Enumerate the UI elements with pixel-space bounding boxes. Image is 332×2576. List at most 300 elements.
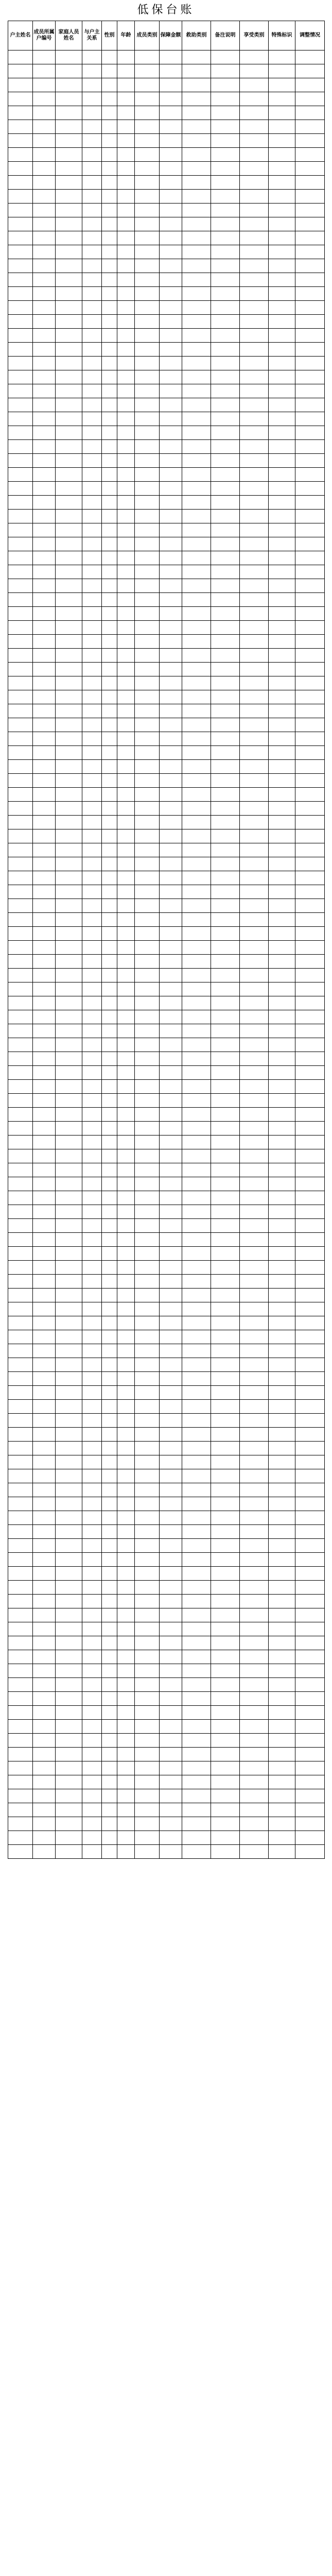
table-row xyxy=(8,190,325,204)
table-cell xyxy=(102,1414,117,1428)
table-cell xyxy=(240,1803,269,1817)
table-cell xyxy=(269,607,295,621)
table-cell xyxy=(33,1066,56,1080)
table-cell xyxy=(56,1344,82,1358)
table-cell xyxy=(117,1275,135,1289)
table-cell xyxy=(135,746,160,760)
table-cell xyxy=(117,273,135,287)
table-cell xyxy=(135,1775,160,1789)
table-cell xyxy=(240,1400,269,1414)
table-cell xyxy=(295,788,325,802)
table-cell xyxy=(102,1664,117,1678)
table-cell xyxy=(295,1136,325,1149)
table-cell xyxy=(102,537,117,551)
table-cell xyxy=(56,871,82,885)
table-cell xyxy=(82,496,102,510)
table-cell xyxy=(102,1233,117,1247)
table-cell xyxy=(211,1428,240,1442)
table-cell xyxy=(211,496,240,510)
table-cell xyxy=(182,969,211,982)
table-cell xyxy=(117,1094,135,1108)
table-cell xyxy=(82,1706,102,1720)
table-cell xyxy=(182,927,211,941)
table-cell xyxy=(135,78,160,92)
table-cell xyxy=(135,329,160,343)
table-cell xyxy=(295,1817,325,1831)
table-cell xyxy=(82,106,102,120)
table-cell xyxy=(135,398,160,412)
table-cell xyxy=(102,955,117,969)
table-cell xyxy=(82,1400,102,1414)
table-cell xyxy=(211,1469,240,1483)
table-cell xyxy=(56,1831,82,1845)
table-cell xyxy=(56,204,82,217)
table-cell xyxy=(82,1163,102,1177)
table-cell xyxy=(295,78,325,92)
table-cell xyxy=(269,1428,295,1442)
table-cell xyxy=(295,398,325,412)
table-cell xyxy=(117,774,135,788)
table-cell xyxy=(269,357,295,370)
table-cell xyxy=(211,1608,240,1622)
table-row xyxy=(8,1483,325,1497)
table-cell xyxy=(182,1775,211,1789)
table-cell xyxy=(269,565,295,579)
table-cell xyxy=(82,1664,102,1678)
table-cell xyxy=(8,1205,33,1219)
table-row xyxy=(8,774,325,788)
table-cell xyxy=(33,1831,56,1845)
table-cell xyxy=(295,1066,325,1080)
table-cell xyxy=(56,329,82,343)
table-cell xyxy=(102,690,117,704)
table-cell xyxy=(56,468,82,482)
table-cell xyxy=(117,829,135,843)
table-cell xyxy=(182,412,211,426)
table-cell xyxy=(56,1428,82,1442)
table-cell xyxy=(102,1108,117,1122)
table-cell xyxy=(240,593,269,607)
table-cell xyxy=(269,1442,295,1455)
table-cell xyxy=(240,774,269,788)
table-row xyxy=(8,704,325,718)
table-cell xyxy=(102,774,117,788)
table-cell xyxy=(33,496,56,510)
table-cell xyxy=(182,1344,211,1358)
table-cell xyxy=(160,1608,182,1622)
table-cell xyxy=(82,1024,102,1038)
table-cell xyxy=(102,1678,117,1692)
page-title: 低保台账 xyxy=(137,4,195,16)
table-cell xyxy=(56,1108,82,1122)
table-cell xyxy=(295,885,325,899)
table-cell xyxy=(160,370,182,384)
table-cell xyxy=(33,231,56,245)
table-cell xyxy=(135,690,160,704)
table-cell xyxy=(240,1775,269,1789)
table-cell xyxy=(160,1469,182,1483)
table-cell xyxy=(135,1567,160,1581)
table-row xyxy=(8,454,325,468)
table-cell xyxy=(8,1275,33,1289)
table-cell xyxy=(135,50,160,64)
table-row xyxy=(8,259,325,273)
table-cell xyxy=(295,287,325,301)
table-cell xyxy=(182,1455,211,1469)
table-cell xyxy=(182,1803,211,1817)
table-cell xyxy=(33,1845,56,1859)
table-cell xyxy=(240,301,269,315)
table-cell xyxy=(33,315,56,329)
table-cell xyxy=(135,231,160,245)
table-cell xyxy=(295,871,325,885)
table-cell xyxy=(269,1720,295,1734)
table-cell xyxy=(102,1469,117,1483)
table-cell xyxy=(295,718,325,732)
table-cell xyxy=(182,1664,211,1678)
table-cell xyxy=(295,315,325,329)
table-cell xyxy=(102,607,117,621)
table-cell xyxy=(182,704,211,718)
table-cell xyxy=(117,816,135,829)
table-cell xyxy=(240,162,269,176)
table-cell xyxy=(182,579,211,593)
table-cell xyxy=(56,1247,82,1261)
table-cell xyxy=(211,1567,240,1581)
table-cell xyxy=(33,412,56,426)
table-row xyxy=(8,1080,325,1094)
table-row xyxy=(8,1122,325,1136)
table-cell xyxy=(182,1163,211,1177)
table-cell xyxy=(117,231,135,245)
table-cell xyxy=(135,1302,160,1316)
table-cell xyxy=(135,774,160,788)
table-cell xyxy=(182,148,211,162)
table-cell xyxy=(269,899,295,913)
table-cell xyxy=(102,1052,117,1066)
table-cell xyxy=(56,523,82,537)
table-row xyxy=(8,927,325,941)
table-row xyxy=(8,217,325,231)
table-cell xyxy=(269,649,295,663)
table-cell xyxy=(269,955,295,969)
table-cell xyxy=(56,343,82,357)
table-cell xyxy=(240,468,269,482)
table-cell xyxy=(56,843,82,857)
table-cell xyxy=(135,1608,160,1622)
table-cell xyxy=(135,1219,160,1233)
table-cell xyxy=(102,649,117,663)
table-cell xyxy=(211,384,240,398)
table-cell xyxy=(160,1191,182,1205)
table-cell xyxy=(102,1316,117,1330)
table-cell xyxy=(82,690,102,704)
table-cell xyxy=(182,1483,211,1497)
table-cell xyxy=(56,1442,82,1455)
table-cell xyxy=(211,676,240,690)
table-cell xyxy=(211,50,240,64)
table-cell xyxy=(117,343,135,357)
table-cell xyxy=(269,1094,295,1108)
table-cell xyxy=(160,1219,182,1233)
table-cell xyxy=(8,120,33,134)
table-cell xyxy=(240,760,269,774)
table-cell xyxy=(102,412,117,426)
table-cell xyxy=(82,1483,102,1497)
table-cell xyxy=(56,676,82,690)
table-cell xyxy=(135,607,160,621)
table-cell xyxy=(160,1831,182,1845)
table-cell xyxy=(33,663,56,676)
table-cell xyxy=(82,412,102,426)
table-cell xyxy=(56,1038,82,1052)
table-cell xyxy=(102,565,117,579)
table-cell xyxy=(269,1136,295,1149)
table-cell xyxy=(160,1136,182,1149)
table-cell xyxy=(182,1650,211,1664)
table-cell xyxy=(160,607,182,621)
table-cell xyxy=(160,1553,182,1567)
table-row xyxy=(8,1775,325,1789)
table-cell xyxy=(82,370,102,384)
table-cell xyxy=(160,1803,182,1817)
table-cell xyxy=(8,1372,33,1386)
table-cell xyxy=(295,635,325,649)
table-cell xyxy=(117,204,135,217)
table-cell xyxy=(117,1442,135,1455)
table-cell xyxy=(135,579,160,593)
table-cell xyxy=(82,148,102,162)
table-cell xyxy=(240,1622,269,1636)
table-cell xyxy=(117,1692,135,1706)
table-cell xyxy=(135,1191,160,1205)
table-cell xyxy=(160,718,182,732)
table-cell xyxy=(33,1803,56,1817)
table-cell xyxy=(240,1442,269,1455)
table-cell xyxy=(82,1177,102,1191)
table-cell xyxy=(56,1539,82,1553)
table-cell xyxy=(82,1608,102,1622)
table-cell xyxy=(135,190,160,204)
table-cell xyxy=(295,1108,325,1122)
table-cell xyxy=(102,927,117,941)
table-cell xyxy=(8,343,33,357)
column-header: 救助类别 xyxy=(182,21,211,50)
table-cell xyxy=(240,746,269,760)
table-cell xyxy=(56,857,82,871)
table-cell xyxy=(240,1831,269,1845)
table-cell xyxy=(135,301,160,315)
table-cell xyxy=(56,426,82,440)
table-cell xyxy=(160,1720,182,1734)
table-cell xyxy=(33,704,56,718)
table-row xyxy=(8,760,325,774)
table-cell xyxy=(240,287,269,301)
table-cell xyxy=(102,301,117,315)
table-cell xyxy=(211,468,240,482)
table-cell xyxy=(117,1149,135,1163)
table-cell xyxy=(295,1608,325,1622)
table-cell xyxy=(117,496,135,510)
table-row xyxy=(8,871,325,885)
table-cell xyxy=(182,64,211,78)
table-cell xyxy=(82,1817,102,1831)
table-cell xyxy=(117,676,135,690)
table-cell xyxy=(117,732,135,746)
table-cell xyxy=(182,996,211,1010)
table-cell xyxy=(117,607,135,621)
table-cell xyxy=(33,565,56,579)
table-cell xyxy=(135,1483,160,1497)
table-row xyxy=(8,1330,325,1344)
table-cell xyxy=(295,1664,325,1678)
table-cell xyxy=(82,1539,102,1553)
table-cell xyxy=(182,760,211,774)
table-cell xyxy=(211,1344,240,1358)
table-cell xyxy=(295,829,325,843)
table-cell xyxy=(33,398,56,412)
table-cell xyxy=(135,1581,160,1595)
table-cell xyxy=(135,357,160,370)
table-cell xyxy=(211,1581,240,1595)
table-cell xyxy=(135,1692,160,1706)
table-cell xyxy=(135,829,160,843)
table-row xyxy=(8,1233,325,1247)
table-cell xyxy=(269,1455,295,1469)
table-cell xyxy=(102,746,117,760)
table-cell xyxy=(269,482,295,496)
table-cell xyxy=(33,1275,56,1289)
table-cell xyxy=(240,621,269,635)
table-cell xyxy=(182,1010,211,1024)
table-cell xyxy=(240,676,269,690)
table-cell xyxy=(117,941,135,955)
table-cell xyxy=(160,148,182,162)
table-cell xyxy=(211,1831,240,1845)
table-cell xyxy=(269,162,295,176)
table-cell xyxy=(8,816,33,829)
table-cell xyxy=(160,941,182,955)
table-cell xyxy=(269,816,295,829)
table-cell xyxy=(182,454,211,468)
table-cell xyxy=(211,510,240,523)
table-cell xyxy=(56,301,82,315)
table-cell xyxy=(33,1247,56,1261)
table-cell xyxy=(160,871,182,885)
table-cell xyxy=(211,1761,240,1775)
table-cell xyxy=(117,663,135,676)
table-cell xyxy=(269,663,295,676)
table-cell xyxy=(182,1330,211,1344)
table-cell xyxy=(82,259,102,273)
table-cell xyxy=(33,1497,56,1511)
table-cell xyxy=(160,663,182,676)
table-cell xyxy=(56,649,82,663)
table-cell xyxy=(56,899,82,913)
table-cell xyxy=(117,148,135,162)
table-cell xyxy=(33,955,56,969)
table-cell xyxy=(295,1386,325,1400)
table-cell xyxy=(295,1442,325,1455)
table-cell xyxy=(211,746,240,760)
table-cell xyxy=(8,1358,33,1372)
table-cell xyxy=(102,718,117,732)
table-cell xyxy=(211,579,240,593)
table-cell xyxy=(8,885,33,899)
table-cell xyxy=(8,384,33,398)
table-row xyxy=(8,1636,325,1650)
table-cell xyxy=(295,454,325,468)
table-cell xyxy=(160,468,182,482)
table-cell xyxy=(160,1845,182,1859)
table-cell xyxy=(211,843,240,857)
table-cell xyxy=(182,343,211,357)
table-cell xyxy=(269,1038,295,1052)
table-cell xyxy=(33,857,56,871)
table-cell xyxy=(8,1428,33,1442)
table-cell xyxy=(160,287,182,301)
table-cell xyxy=(211,190,240,204)
table-cell xyxy=(117,482,135,496)
table-row xyxy=(8,1302,325,1316)
table-cell xyxy=(295,704,325,718)
table-cell xyxy=(135,384,160,398)
table-cell xyxy=(117,468,135,482)
table-cell xyxy=(33,468,56,482)
table-cell xyxy=(82,1094,102,1108)
table-cell xyxy=(182,913,211,927)
table-cell xyxy=(135,1052,160,1066)
table-cell xyxy=(33,1289,56,1302)
table-cell xyxy=(295,1400,325,1414)
table-cell xyxy=(160,565,182,579)
table-cell xyxy=(160,635,182,649)
table-cell xyxy=(269,1608,295,1622)
table-cell xyxy=(82,1748,102,1761)
table-cell xyxy=(8,551,33,565)
table-row xyxy=(8,1845,325,1859)
table-cell xyxy=(82,398,102,412)
table-cell xyxy=(269,1289,295,1302)
table-cell xyxy=(182,955,211,969)
table-cell xyxy=(56,1775,82,1789)
table-cell xyxy=(269,468,295,482)
table-cell xyxy=(82,510,102,523)
table-cell xyxy=(8,843,33,857)
table-row xyxy=(8,551,325,565)
table-cell xyxy=(269,1261,295,1275)
table-cell xyxy=(33,829,56,843)
table-cell xyxy=(240,1316,269,1330)
table-cell xyxy=(8,1511,33,1525)
table-cell xyxy=(269,760,295,774)
table-cell xyxy=(240,78,269,92)
table-cell xyxy=(295,1052,325,1066)
table-cell xyxy=(240,1066,269,1080)
table-cell xyxy=(135,1177,160,1191)
table-cell xyxy=(182,537,211,551)
table-cell xyxy=(33,690,56,704)
table-row xyxy=(8,301,325,315)
table-cell xyxy=(240,857,269,871)
table-cell xyxy=(240,1038,269,1052)
table-cell xyxy=(8,1748,33,1761)
table-cell xyxy=(269,1052,295,1066)
column-header: 性别 xyxy=(102,21,117,50)
table-cell xyxy=(8,1720,33,1734)
table-cell xyxy=(33,1525,56,1539)
table-cell xyxy=(33,635,56,649)
